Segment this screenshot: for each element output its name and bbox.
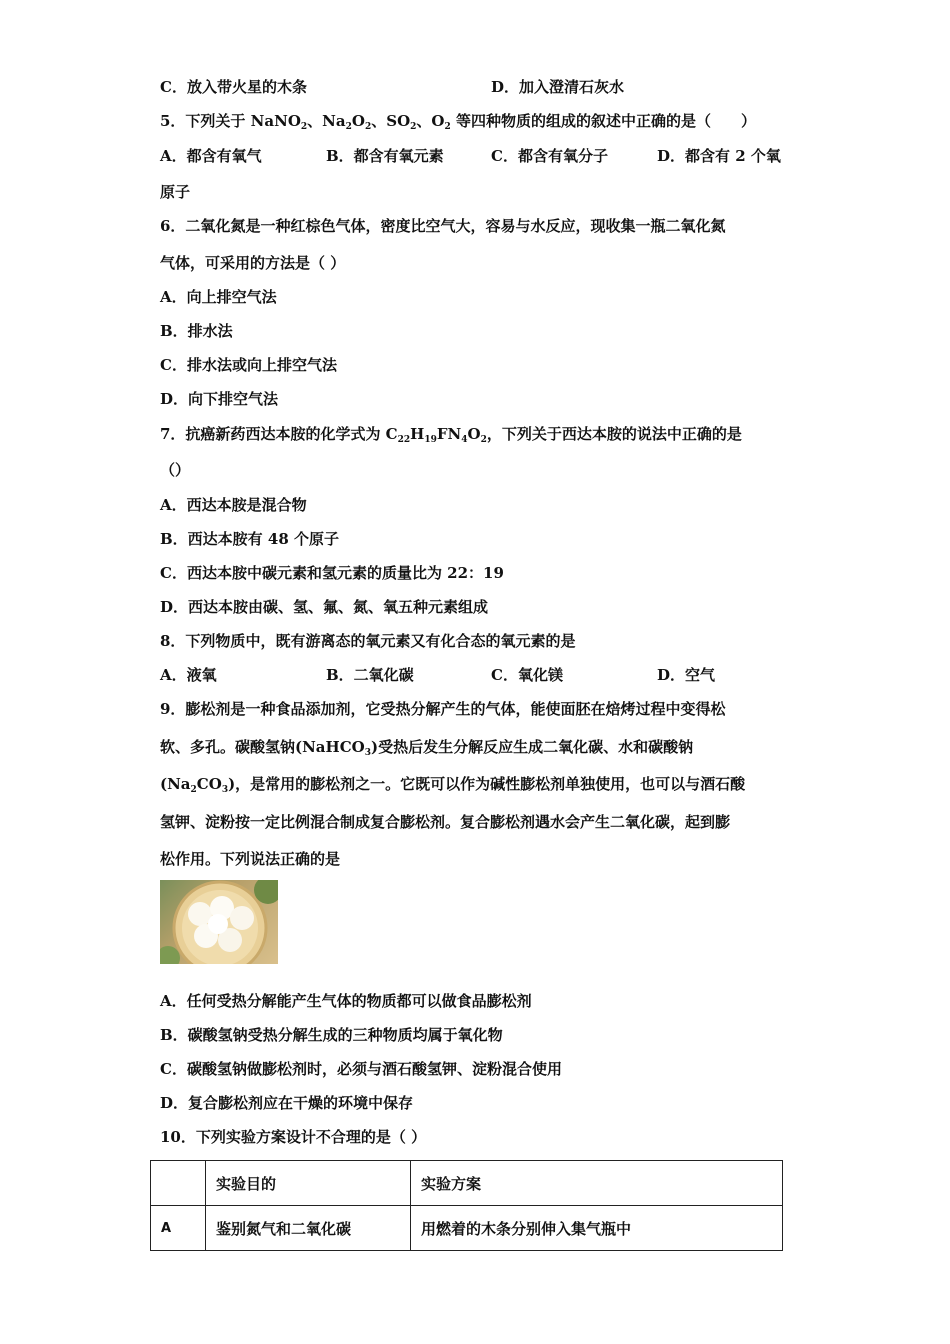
steamed-buns-photo: [160, 880, 278, 964]
q9-stem-line2: 软、多孔。碳酸氢钠(NaHCO$_3$)受热后发生分解反应生成二氧化碳、水和碳酸钠: [160, 738, 694, 758]
q5-option-a: A．都含有氧气: [160, 147, 262, 165]
q7-option-d: D．西达本胺由碳、氢、氟、氮、氧五种元素组成: [160, 598, 489, 616]
q6-option-a: A．向上排空气法: [160, 288, 277, 306]
q4-option-c: C．放入带火星的木条: [160, 78, 307, 96]
q6-option-d: D．向下排空气法: [160, 390, 279, 408]
q7-stem: 7．抗癌新药西达本胺的化学式为 $C_{22}H_{19}FN_4O_2$，下列关于西达本胺的说法中正确的是: [160, 425, 742, 445]
q7-option-b: B．西达本胺有 48 个原子: [160, 530, 339, 548]
q6-option-b: B．排水法: [160, 322, 233, 340]
table-cell: 鉴别氮气和二氧化碳: [206, 1206, 411, 1251]
q5-option-d: D．都含有 2 个氧: [657, 147, 781, 165]
table-header-cell: 实验目的: [206, 1161, 411, 1206]
q9-option-c: C．碳酸氢钠做膨松剂时，必须与酒石酸氢钾、淀粉混合使用: [160, 1060, 562, 1078]
q5-option-b: B．都含有氧元素: [326, 147, 444, 165]
q6-option-c: C．排水法或向上排空气法: [160, 356, 337, 374]
q9-stem-line1: 9．膨松剂是一种食品添加剂，它受热分解产生的气体，能使面胚在焙烤过程中变得松: [160, 700, 726, 718]
table-row: [151, 1206, 783, 1251]
table-cell: 用燃着的木条分别伸入集气瓶中: [411, 1206, 783, 1251]
q8-stem: 8．下列物质中，既有游离态的氧元素又有化合态的氧元素的是: [160, 632, 576, 650]
q8-option-c: C．氧化镁: [491, 666, 563, 684]
q9-option-d: D．复合膨松剂应在干燥的环境中保存: [160, 1094, 414, 1112]
q10-stem: 10．下列实验方案设计不合理的是（ ）: [160, 1128, 427, 1146]
q9-stem-line3: $(Na_2CO_3)$，是常用的膨松剂之一。它既可以作为碱性膨松剂单独使用，也可以与酒石酸: [160, 775, 746, 795]
q9-stem-line5: 松作用。下列说法正确的是: [160, 850, 341, 868]
q10-experiment-table: [150, 1160, 783, 1251]
table-header-cell: [151, 1161, 206, 1206]
q7-stem-line2: （）: [160, 461, 191, 479]
q5-option-c: C．都含有氧分子: [491, 147, 608, 165]
q9-stem-line4: 氢钾、淀粉按一定比例混合制成复合膨松剂。复合膨松剂遇水会产生二氧化碳，起到膨: [160, 813, 731, 831]
q6-stem-line1: 6．二氧化氮是一种红棕色气体，密度比空气大，容易与水反应，现收集一瓶二氧化氮: [160, 217, 726, 235]
table-cell: A: [151, 1206, 206, 1251]
q5-stem: 5．下列关于 NaNO$_2$、$Na_2O_2$、$SO_2$、$O_2$ 等四种物质的组成的叙述中正确的是（ ）: [160, 112, 756, 132]
q4-option-d: D．加入澄清石灰水: [491, 78, 625, 96]
q8-option-a: A．液氧: [160, 666, 217, 684]
q7-option-c: C．西达本胺中碳元素和氢元素的质量比为 22：19: [160, 564, 504, 582]
q8-option-b: B．二氧化碳: [326, 666, 414, 684]
q7-option-a: A．西达本胺是混合物: [160, 496, 307, 514]
q9-option-b: B．碳酸氢钠受热分解生成的三种物质均属于氧化物: [160, 1026, 503, 1044]
table-header-row: [151, 1161, 783, 1206]
table-header-cell: 实验方案: [411, 1161, 783, 1206]
q9-option-a: A．任何受热分解能产生气体的物质都可以做食品膨松剂: [160, 992, 532, 1010]
q5-option-d-cont: 原子: [160, 183, 191, 201]
q8-option-d: D．空气: [657, 666, 716, 684]
q6-stem-line2: 气体，可采用的方法是（ ）: [160, 254, 346, 272]
